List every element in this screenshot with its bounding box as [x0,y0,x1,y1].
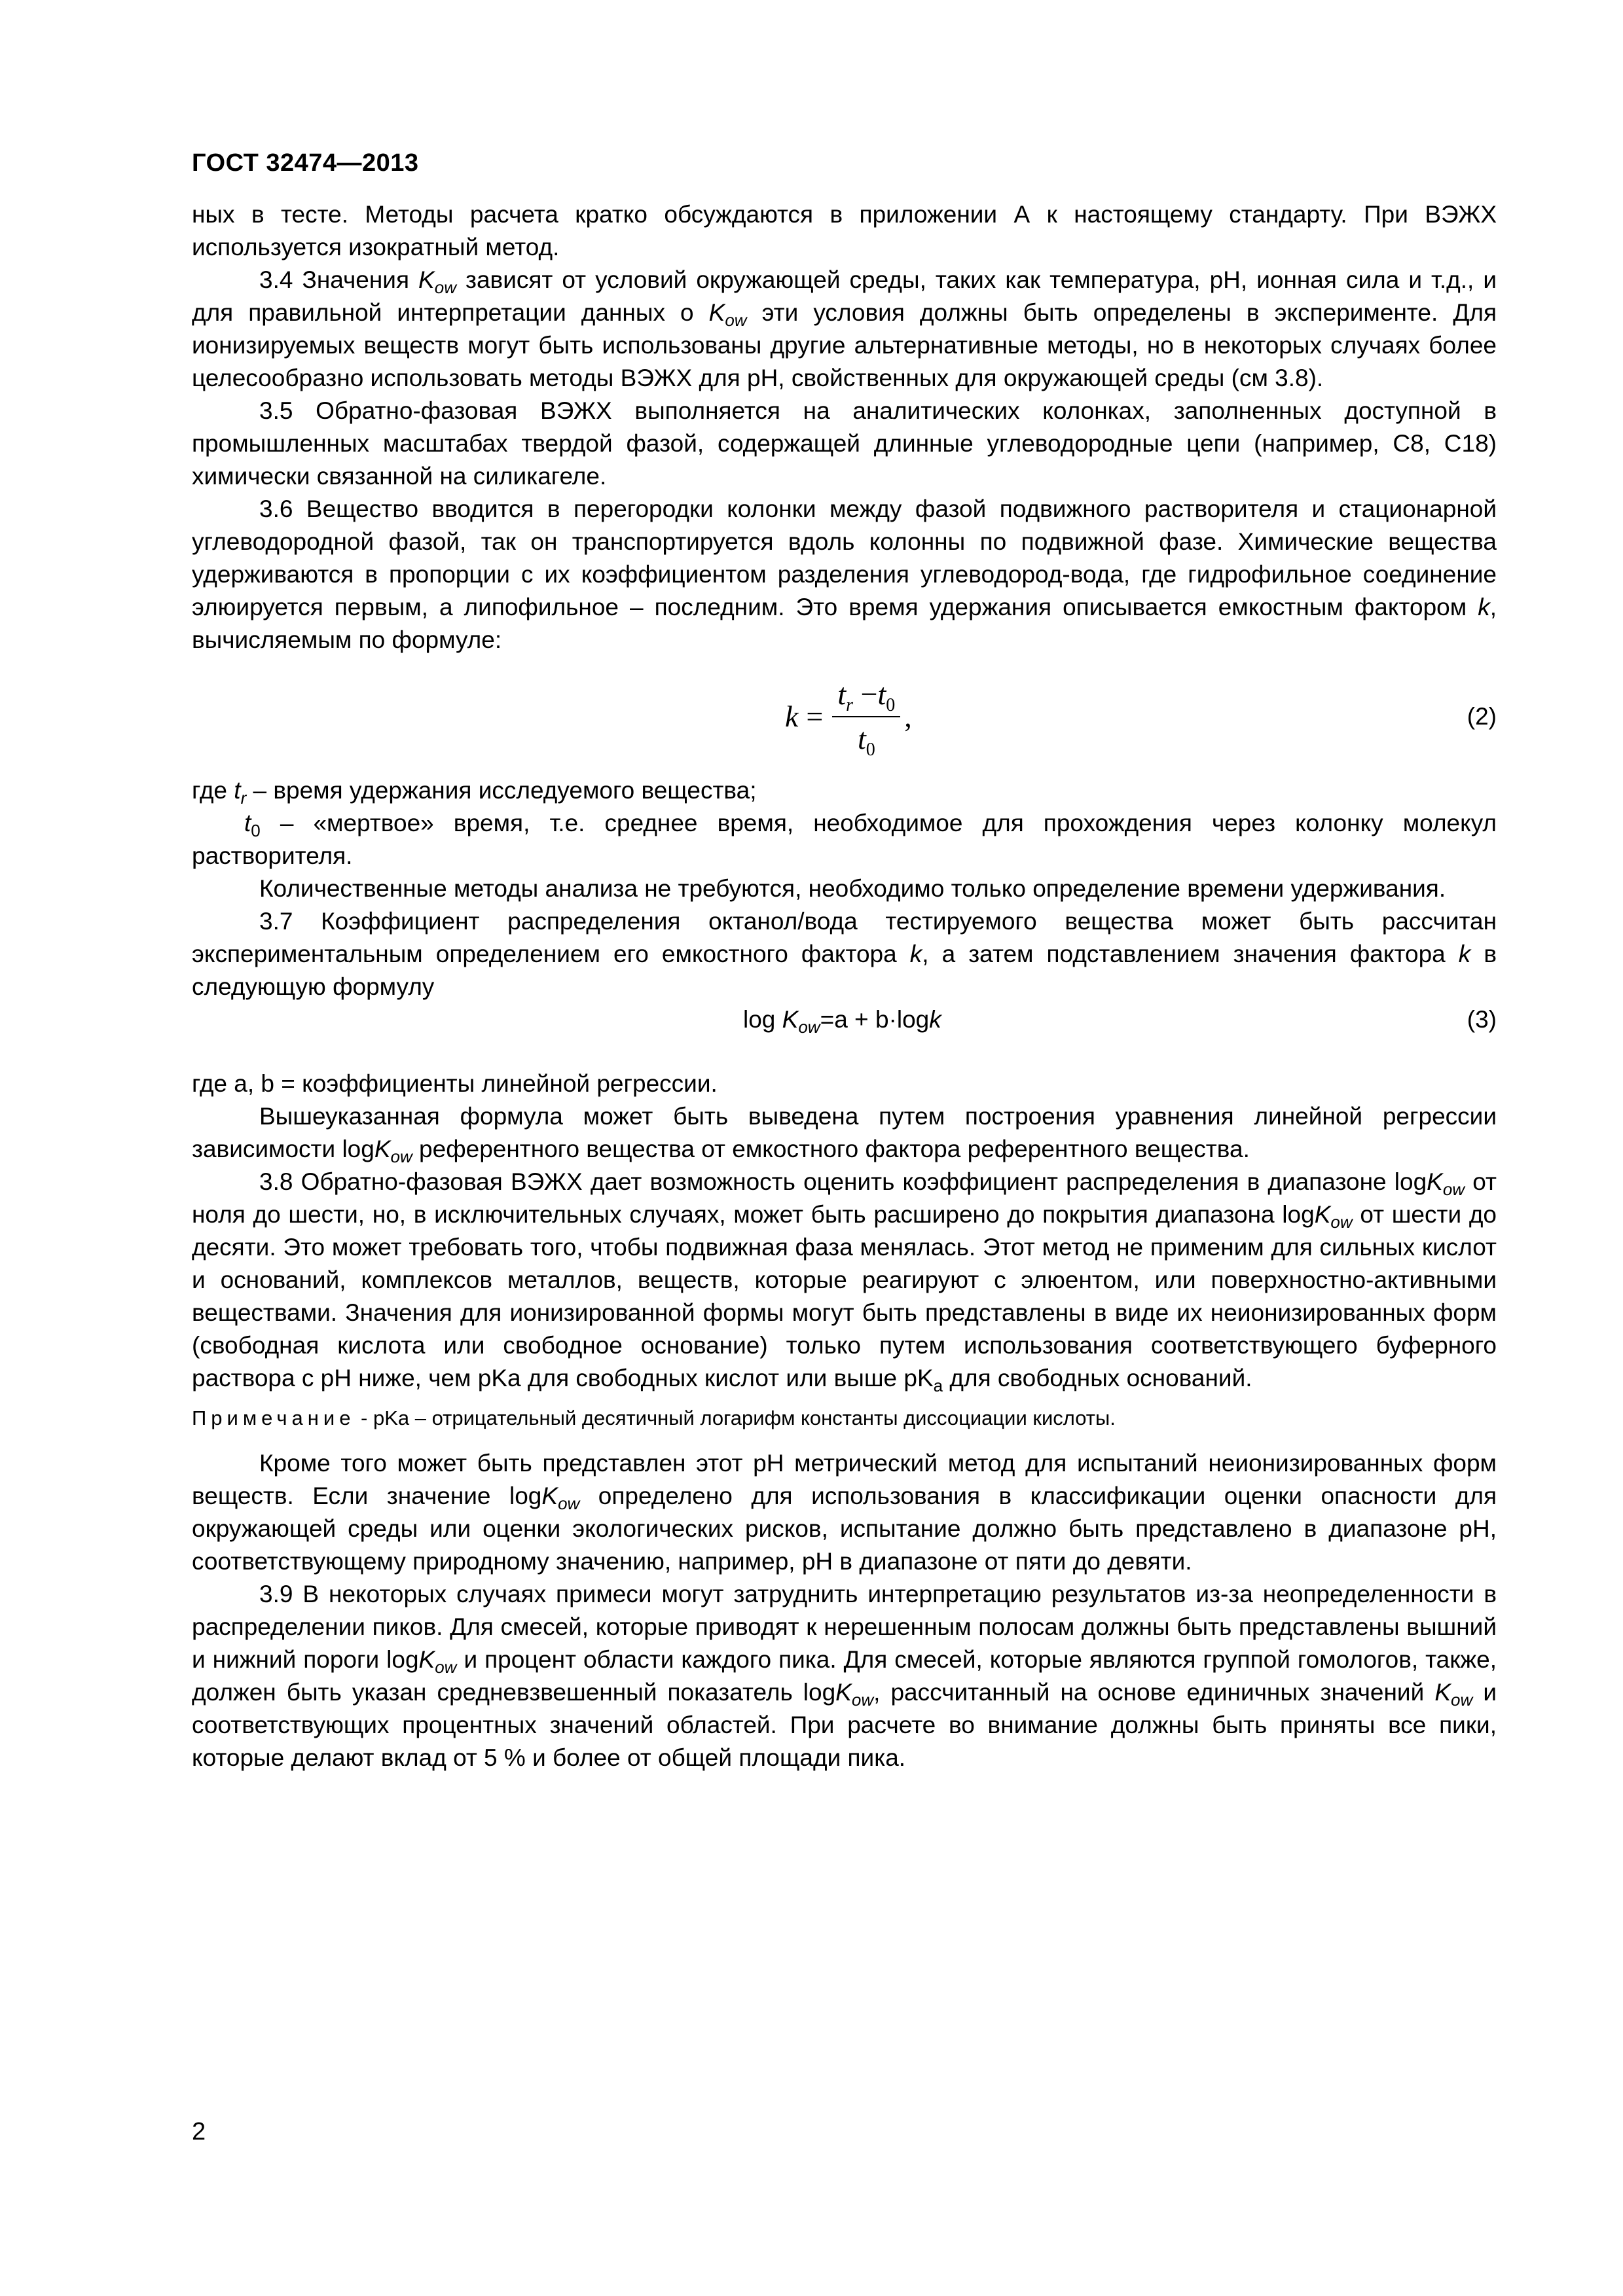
paragraph-intro: ных в тесте. Методы расчета кратко обсуждаются в приложении А к настоящему стандарту. При ВЭЖХ используется изократный метод. [192,201,1497,260]
note-label: Примечание [192,1407,356,1429]
note: Примечание - pKa – отрицательный десятичный логарифм константы диссоциации кислоты. [192,1407,1116,1429]
formula-3-number: (3) [1467,1006,1497,1033]
paragraph-3-8: 3.8 Обратно-фазовая ВЭЖХ дает возможность оценить коэффициент распределения в диапазоне logK$_{ow}$ от ноля до шести, но, в исключительных случаях, может быть расширено до покрытия диапазона logK$_{ow}$ от шести до десяти. Это может требовать того, чтобы подвижная фаза менялась. Этот метод не применим для сильных кислот и оснований, комплексов металлов, веществ, которые реагируют с элюентом, или поверхностно-активными веществами. Значения для ионизированной формы могут быть представлены в виде их неионизированных форм (свободная кислота или свободное основание) только путем использования соответствующего буферного раствора с pH ниже, чем pKa для свободных кислот или выше $pK_a$ для свободных оснований. [192,1168,1497,1395]
formula-3: $\log K_{ow}=a + b\cdot\log k$ (3) [192,1003,1497,1041]
formula-2: k = $\frac{t_r -t_0}{t_0}$ , (2) [785,677,1497,760]
page-number: 2 [192,2118,206,2145]
paragraph-quantitative: Количественные методы анализа не требуются, необходимо только определение времени удерживания. [259,875,1446,902]
where-ab: где a, b = коэффициенты линейной регрессии. [192,1070,718,1097]
where-t0: $t_0$ – «мертвое» время, т.е. среднее время, необходимое для прохождения через колонку молекул растворителя. [192,810,1497,869]
paragraph-3-5: 3.5 Обратно-фазовая ВЭЖХ выполняется на аналитических колонках, заполненных доступной в промышленных масштабах твердой фазой, содержащей длинные углеводородные цепи (например, C8, C18) химически связанной на силикагеле. [192,397,1497,490]
paragraph-ph-method: Кроме того может быть представлен этот pH метрический метод для испытаний неионизированных форм веществ. Если значение logK$_{ow}$ определено для использования в классификации оценки опасности для окружающей среды или оценки экологических рисков, испытание должно быть представлено в диапазоне pH, соответствующему природному значению, например, pH в диапазоне от пяти до девяти. [192,1450,1497,1575]
paragraph-3-7: 3.7 Коэффициент распределения октанол/вода тестируемого вещества может быть рассчитан экспериментальным определением его емкостного фактора k, а затем подставлением значения фактора k в следующую формулу [192,908,1497,1000]
paragraph-3-6: 3.6 Вещество вводится в перегородки колонки между фазой подвижного растворителя и стационарной углеводородной фазой, так он транспортируется вдоль колонны по подвижной фазе. Химические вещества удерживаются в пропорции с их коэффициентом разделения углеводород-вода, где гидрофильное соединение элюируется первым, а липофильное – последним. Это время удержания описывается емкостным фактором k, вычисляемым по формуле: [192,495,1497,653]
paragraph-regression: Вышеуказанная формула может быть выведена путем построения уравнения линейной регрессии зависимости logK$_{ow}$ референтного вещества от емкостного фактора референтного вещества. [192,1103,1497,1166]
paragraph-3-4: 3.4 Значения $K_{ow}$ зависят от условий окружающей среды, таких как температура, pH, ионная сила и т.д., и для правильной интерпретации данных о $K_{ow}$ эти условия должны быть определены в эксперименте. Для ионизируемых веществ могут быть использованы другие альтернативные методы, но в некоторых случаях более целесообразно использовать методы ВЭЖХ для pH, свойственных для окружающей среды (см 3.8). [192,266,1497,391]
document-body [192,198,1497,1774]
formula-2-lhs: k [785,700,799,733]
formula-2-fraction: $\frac{t_r -t_0}{t_0}$ [832,677,900,757]
formula-2-number: (2) [1467,703,1497,730]
paragraph-3-9: 3.9 В некоторых случаях примеси могут затруднить интерпретацию результатов из-за неопределенности в распределении пиков. Для смесей, которые приводят к нерешенным полосам должны быть представлены вышний и нижний пороги logK$_{ow}$ и процент области каждого пика. Для смесей, которые являются группой гомологов, также, должен быть указан средневзвешенный показатель logK$_{ow}$, рассчитанный на основе единичных значений $K_{ow}$ и соответствующих процентных значений областей. При расчете во внимание должны быть приняты все пики, которые делают вклад от 5 % и более от общей площади пика. [192,1581,1497,1771]
where-tr: где $t_r$ – время удержания исследуемого вещества; [192,777,757,808]
document-header: ГОСТ 32474—2013 [192,149,419,177]
